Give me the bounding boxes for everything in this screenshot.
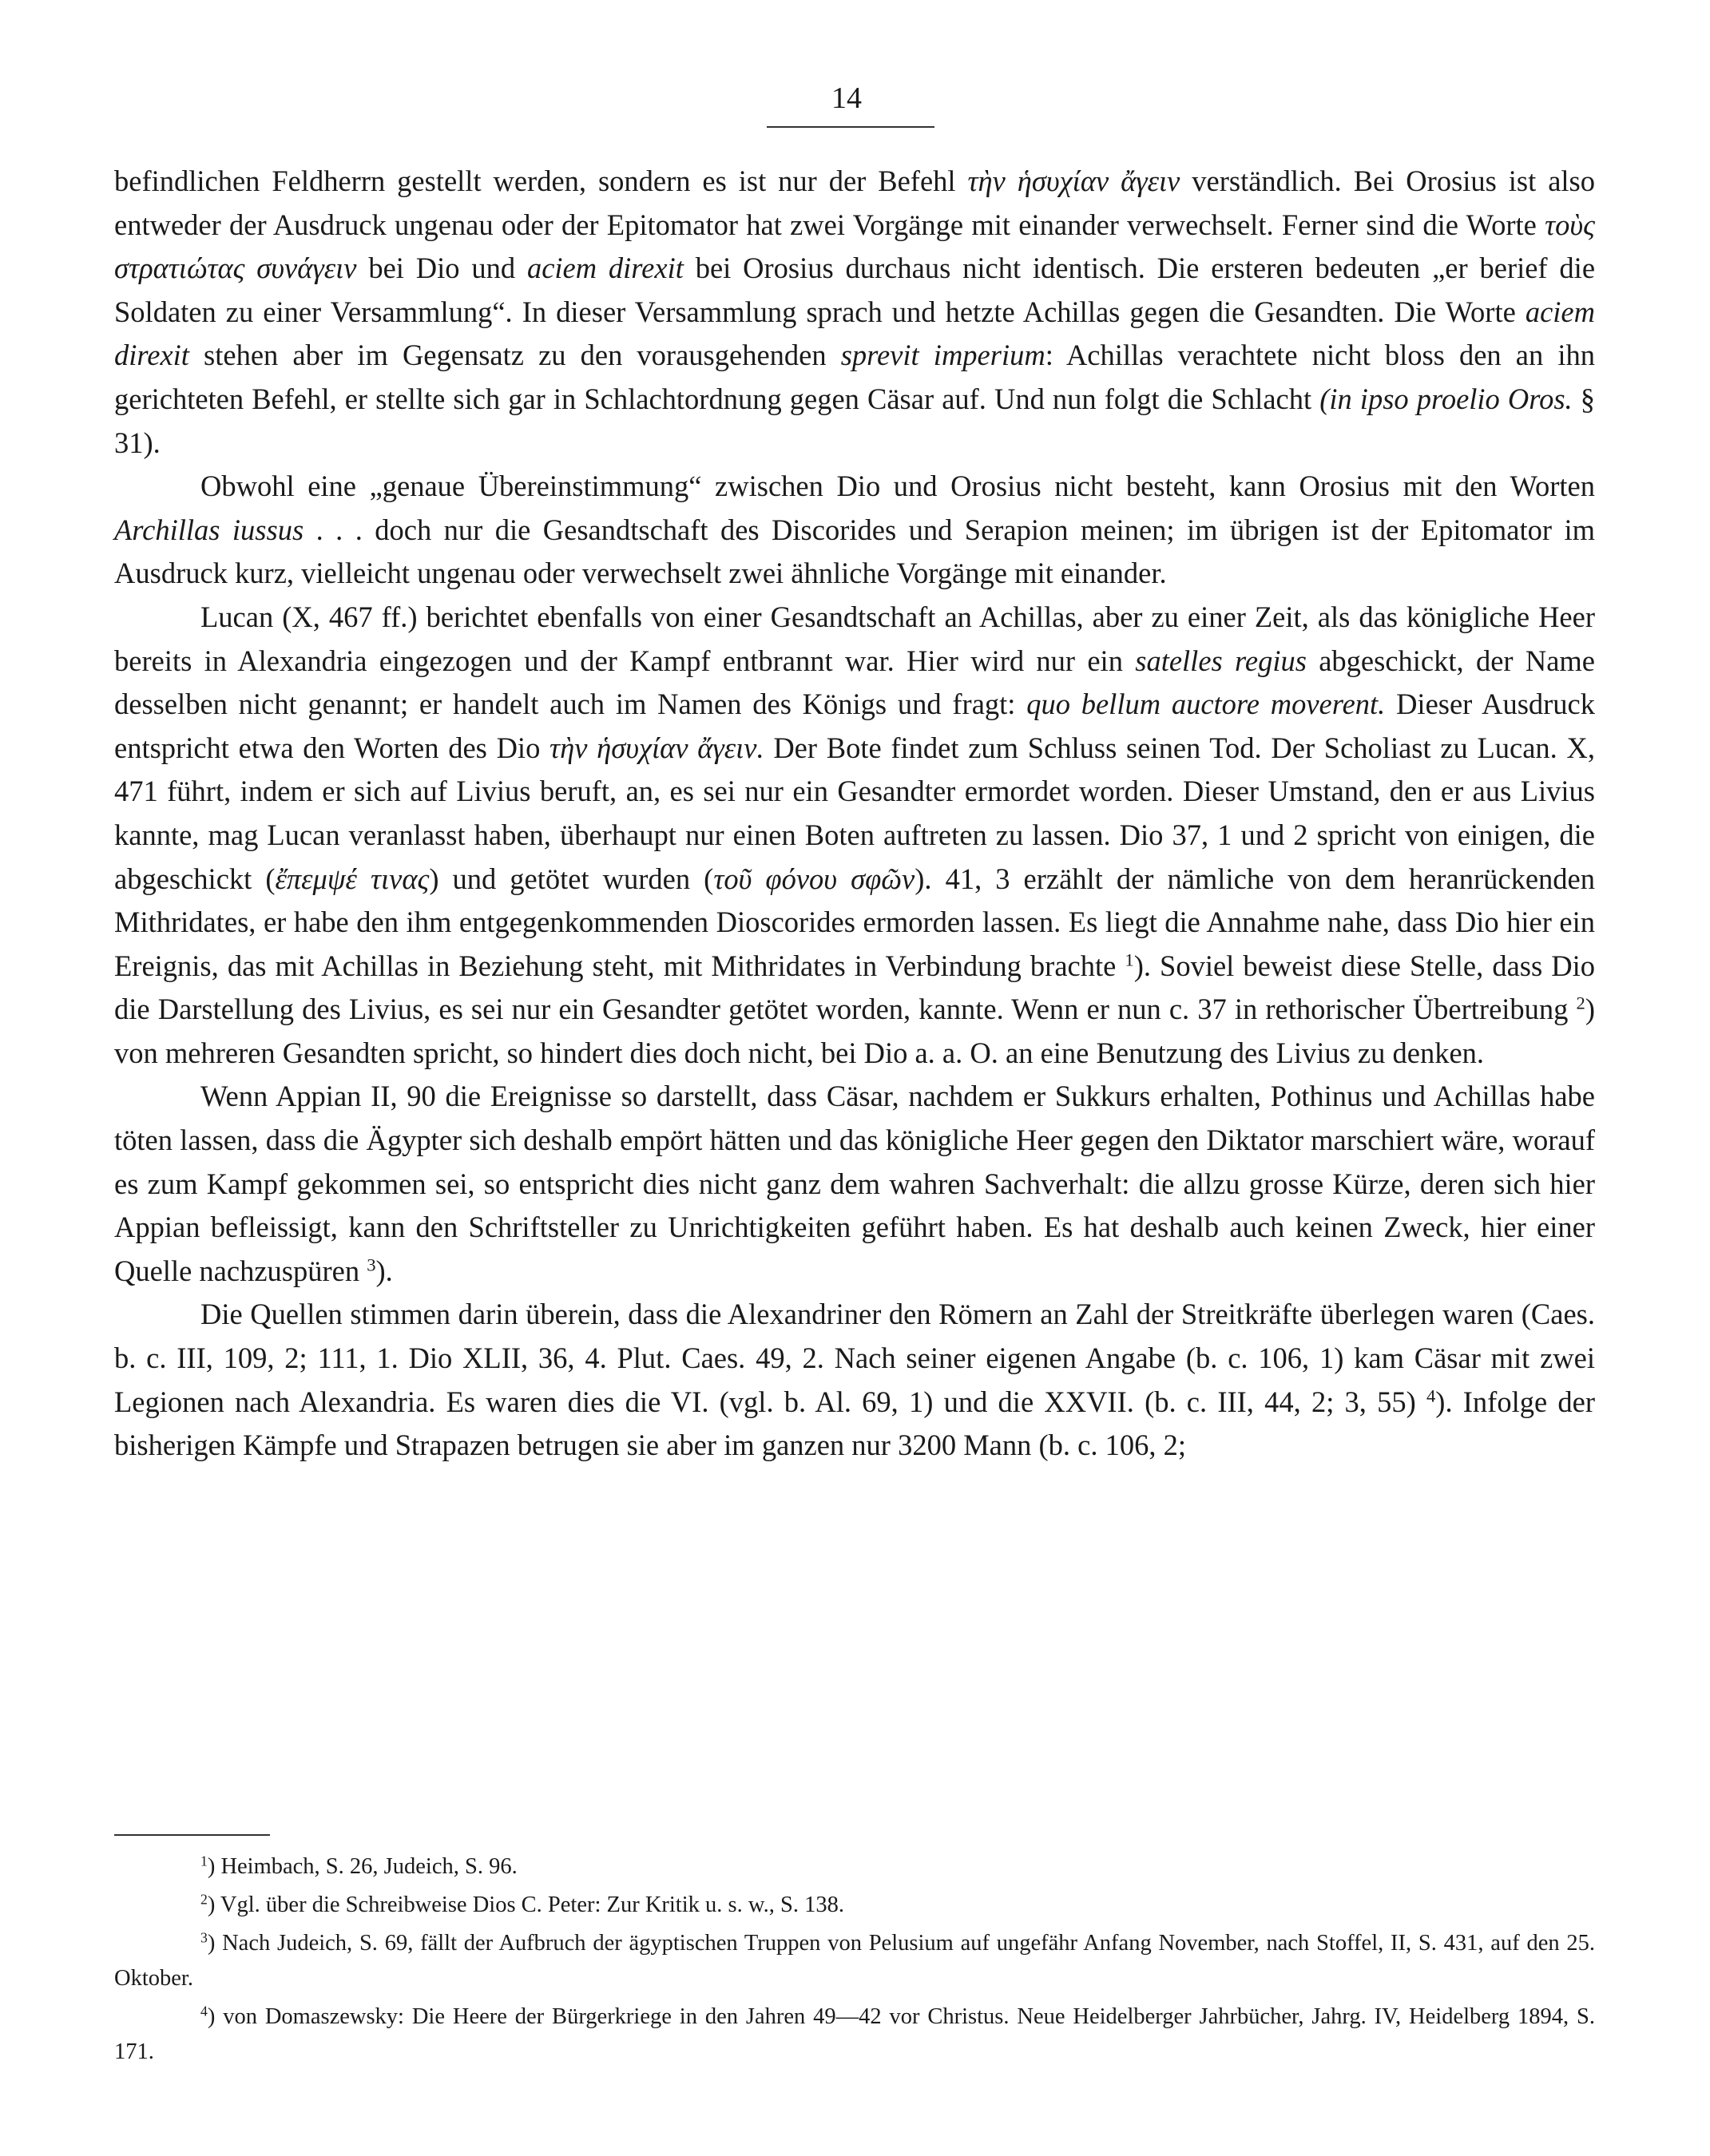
body-text <box>114 160 1595 1468</box>
paragraph: befindlichen Feldherrn gestellt werden, sondern es ist nur der Befehl τὴν ἡσυχίαν ἄγειν verständlich. Bei Orosius ist also entweder der Ausdruck ungenau oder der Epitomator hat zwei Vorgänge mit einander verwechselt. Ferner sind die Worte τοὺς στρατιώτας συνάγειν bei Dio und aciem direxit bei Orosius durchaus nicht identisch. Die ersteren bedeuten „er berief die Soldaten zu einer Versammlung“. In dieser Versammlung sprach und hetzte Achillas gegen die Gesandten. Die Worte aciem direxit stehen aber im Gegensatz zu den vorausgehenden sprevit imperium: Achillas verachtete nicht bloss den an ihn gerichteten Befehl, er stellte sich gar in Schlachtordnung gegen Cäsar auf. Und nun folgt die Schlacht (in ipso proelio Oros. § 31). <box>114 164 1596 459</box>
footnote: $^2$) Vgl. über die Schreibweise Dios C. Peter: Zur Kritik u. s. w., S. 138. <box>200 1891 844 1917</box>
footnote-marker: 2 <box>1576 993 1585 1013</box>
footnote-marker: 4 <box>200 2003 208 2019</box>
italic-phrase: quo bellum auctore moverent. <box>1026 688 1386 721</box>
italic-phrase: aciem direxit <box>114 295 1595 372</box>
footnotes <box>114 1849 1595 2073</box>
footnote: $^4$) von Domaszewsky: Die Heere der Bürgerkriege in den Jahren 49—42 vor Christus. Neue Heidelberger Jahrbücher, Jahrg. IV, Heidelberg 1894, S. 171. <box>114 2003 1595 2064</box>
italic-phrase: τοῦ φόνου σφῶν <box>713 862 915 895</box>
footnote-marker: 4 <box>1426 1385 1436 1406</box>
italic-phrase: aciem direxit <box>526 252 684 285</box>
paragraph: Lucan (X, 467 ff.) berichtet ebenfalls von einer Gesandtschaft an Achillas, aber zu einer Zeit, als das königliche Heer bereits in Alexandria eingezogen und der Kampf entbrannt war. Hier wird nur ein satelles regius abgeschickt, der Name desselben nicht genannt; er handelt auch im Namen des Königs und fragt: quo bellum auctore moverent. Dieser Ausdruck entspricht etwa den Worten des Dio τὴν ἡσυχίαν ἄγειν. Der Bote findet zum Schluss seinen Tod. Der Scholiast zu Lucan. X, 471 führt, indem er sich auf Livius beruft, an, es sei nur ein Gesandter ermordet worden. Dieser Umstand, den er aus Livius kannte, mag Lucan veranlasst haben, überhaupt nur einen Boten auftreten zu lassen. Dio 37, 1 und 2 spricht von einigen, die abgeschickt (ἔπεμψέ τινας) und getötet wurden (τοῦ φόνου σφῶν). 41, 3 erzählt der nämliche von dem heranrückenden Mithridates, er habe den ihm entgegenkommenden Dioscorides ermorden lassen. Es liegt die Annahme nahe, dass Dio hier ein Ereignis, das mit Achillas in Beziehung steht, mit Mithridates in Verbindung brachte $^1$). Soviel beweist diese Stelle, dass Dio die Darstellung des Livius, es sei nur ein Gesandter getötet worden, kannte. Wenn er nun c. 37 in rethorischer Übertreibung $^2$) von mehreren Gesandten spricht, so hindert dies doch nicht, bei Dio a. a. O. an eine Benutzung des Livius zu denken. <box>114 600 1595 1069</box>
footnote-marker: 1 <box>200 1853 208 1869</box>
paragraph: Wenn Appian II, 90 die Ereignisse so darstellt, dass Cäsar, nachdem er Sukkurs erhalten, Pothinus und Achillas habe töten lassen, dass die Ägypter sich deshalb empört hätten und das königliche Heer gegen den Diktator marschiert wäre, worauf es zum Kampf gekommen sei, so entspricht dies nicht ganz dem wahren Sachverhalt: die allzu grosse Kürze, deren sich hier Appian befleissigt, kann den Schriftsteller zu Unrichtigkeiten geführt haben. Es hat deshalb auch keinen Zweck, hier einer Quelle nachzuspüren $^3$). <box>114 1080 1595 1287</box>
footnote: $^1$) Heimbach, S. 26, Judeich, S. 96. <box>200 1853 518 1879</box>
footnote-marker: 2 <box>200 1891 208 1908</box>
italic-phrase: τὴν ἡσυχίαν ἄγειν. <box>550 731 764 764</box>
italic-phrase: τοὺς στρατιώτας συνάγειν <box>114 208 1595 285</box>
italic-phrase: sprevit imperium <box>840 339 1045 372</box>
page-number-rule <box>767 126 934 128</box>
footnote-marker: 1 <box>1125 949 1134 970</box>
italic-phrase: Archillas iussus <box>114 513 304 546</box>
footnote: $^3$) Nach Judeich, S. 69, fällt der Aufbruch der ägyptischen Truppen von Pelusium auf ungefähr Anfang November, nach Stoffel, II, S. 431, auf den 25. Oktober. <box>114 1929 1595 1991</box>
italic-phrase: τὴν ἡσυχίαν ἄγειν <box>967 164 1180 197</box>
paragraph: Obwohl eine „genaue Übereinstimmung“ zwischen Dio und Orosius nicht besteht, kann Orosius mit den Worten Archillas iussus . . . doch nur die Gesandtschaft des Discorides und Serapion meinen; im übrigen ist der Epitomator im Ausdruck kurz, vielleicht ungenau oder verwechselt zwei ähnliche Vorgänge mit einander. <box>114 470 1595 590</box>
italic-phrase: ἔπεμψέ τινας <box>275 862 430 895</box>
footnote-rule <box>114 1834 270 1836</box>
italic-phrase: satelles regius <box>1135 644 1307 677</box>
page-number: 14 <box>831 81 862 115</box>
italic-phrase: (in ipso proelio Oros. <box>1319 382 1573 415</box>
paragraph: Die Quellen stimmen darin überein, dass die Alexandriner den Römern an Zahl der Streitkräfte überlegen waren (Caes. b. c. III, 109, 2; 111, 1. Dio XLII, 36, 4. Plut. Caes. 49, 2. Nach seiner eigenen Angabe (b. c. 106, 1) kam Cäsar mit zwei Legionen nach Alexandria. Es waren dies die VI. (vgl. b. Al. 69, 1) und die XXVII. (b. c. III, 44, 2; 3, 55) $^4$). Infolge der bisherigen Kämpfe und Strapazen betrugen sie aber im ganzen nur 3200 Mann (b. c. 106, 2; <box>114 1298 1595 1462</box>
footnote-marker: 3 <box>200 1929 208 1946</box>
footnote-marker: 3 <box>367 1254 376 1275</box>
